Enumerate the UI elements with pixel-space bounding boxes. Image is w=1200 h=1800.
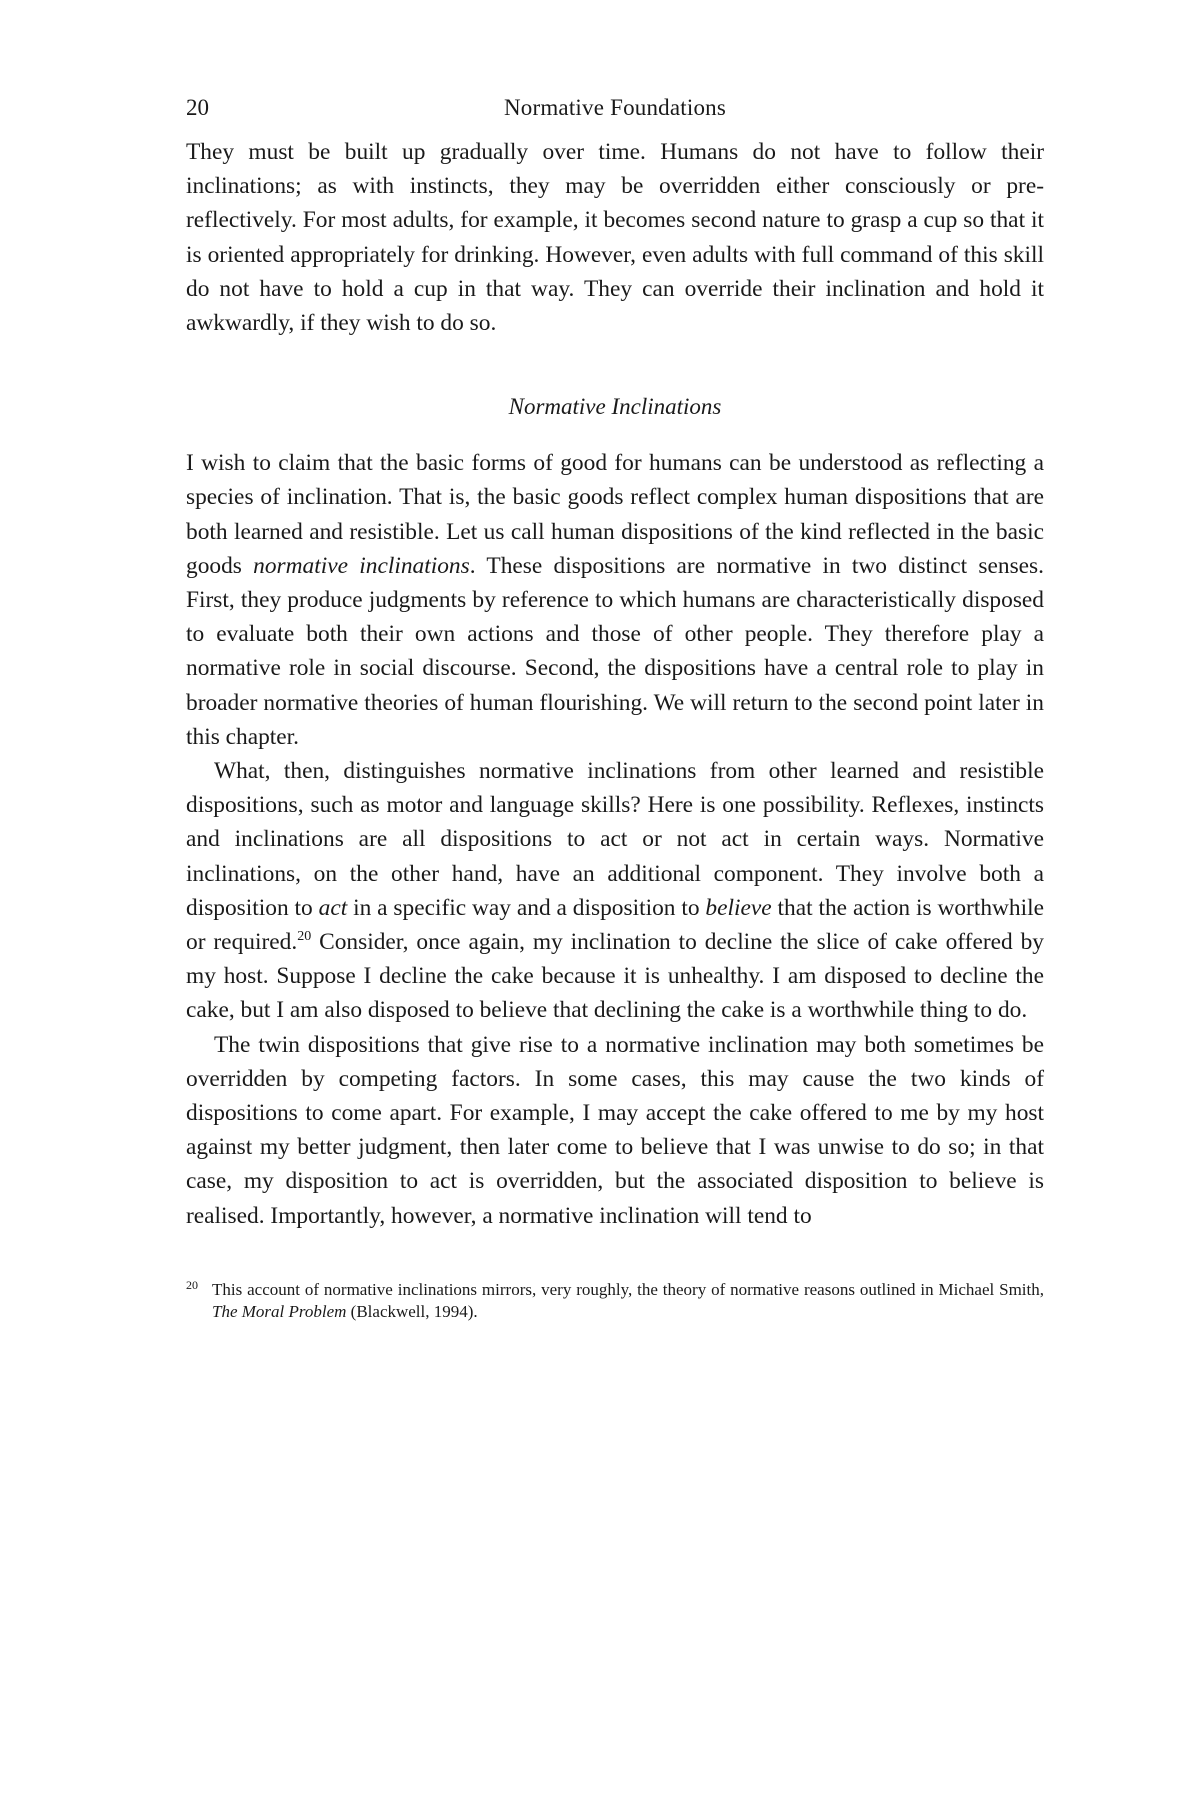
paragraph-1: They must be built up gradually over time. Humans do not have to follow their inclinations; as with instincts, they may be overridden either consciously or pre-reflectively. For most adults, for example, it becomes second nature to grasp a cup so that it is oriented appropriately for drinking. However, even adults with full command of this skill do not have to hold a cup in that way. They can override their inclination and hold it awkwardly, if they wish to do so. (186, 139, 1044, 337)
footnote-reference[interactable]: 20 (297, 929, 312, 945)
footnote-text-b: (Blackwell, 1994). (346, 1301, 478, 1321)
footnote (186, 1279, 1044, 1323)
emphasized-believe: believe (705, 894, 772, 921)
footnote-text-a: This account of normative inclinations mirrors, very roughly, the theory of normative reasons outlined in Michael Smith, (212, 1279, 1044, 1299)
paragraph-2-text-a: I wish to claim that the basic forms of good for humans can be understood as reflecting a species of inclination. That is, the basic goods reflect complex human dispositions that are both learned and resistible. Let us call human dispositions of the kind reflected in the basic goods (186, 450, 1044, 579)
paragraph-3-text-d: Consider, once again, my inclination to decline the slice of cake offered by my host. Suppose I decline the cake because it is unhealthy. I am disposed to decline the cake, but I am also disposed to believe that declining the cake is a worthwhile thing to do. (186, 929, 1044, 1024)
footnote-book-title: The Moral Problem (212, 1301, 347, 1321)
section-heading: Normative Inclinations (508, 394, 722, 420)
emphasized-term: normative inclinations (253, 552, 470, 579)
paragraph-3-text-b: in a specific way and a disposition to (347, 894, 706, 921)
page-number: 20 (186, 95, 209, 120)
book-page (186, 88, 1044, 1323)
emphasized-act: act (318, 894, 348, 921)
running-header (186, 88, 1044, 128)
paragraph-3-text-c: that the action is worthwhile or required. (186, 894, 1044, 956)
running-title: Normative Foundations (503, 95, 727, 120)
footnote-number: 20 (186, 1277, 198, 1292)
paragraph-4: The twin dispositions that give rise to a normative inclination may both sometimes be overridden by competing factors. In some cases, this may cause the two kinds of dispositions to come apart. For example, I may accept the cake offered to me by my host against my better judgment, then later come to believe that I was unwise to do so; in that case, my disposition to act is overridden, but the associated disposition to believe is realised. Importantly, however, a normative inclination will tend to (186, 1031, 1044, 1229)
paragraph-2 (186, 446, 1044, 754)
paragraph-2-text-b: . These dispositions are normative in two distinct senses. First, they produce judgments by reference to which humans are characteristically disposed to evaluate both their own actions and those of other people. They therefore play a normative role in social discourse. Second, the dispositions have a central role to play in broader normative theories of human flourishing. We will return to the second point later in this chapter. (186, 552, 1045, 750)
footnotes (186, 1279, 1044, 1323)
paragraph-3 (186, 754, 1044, 1028)
paragraph-3-text-a: What, then, distinguishes normative inclinations from other learned and resistible dispositions, such as motor and language skills? Here is one possibility. Reflexes, instincts and inclinations are all dispositions to act or not act in certain ways. Normative inclinations, on the other hand, have an additional component. They involve both a disposition to (186, 758, 1044, 921)
